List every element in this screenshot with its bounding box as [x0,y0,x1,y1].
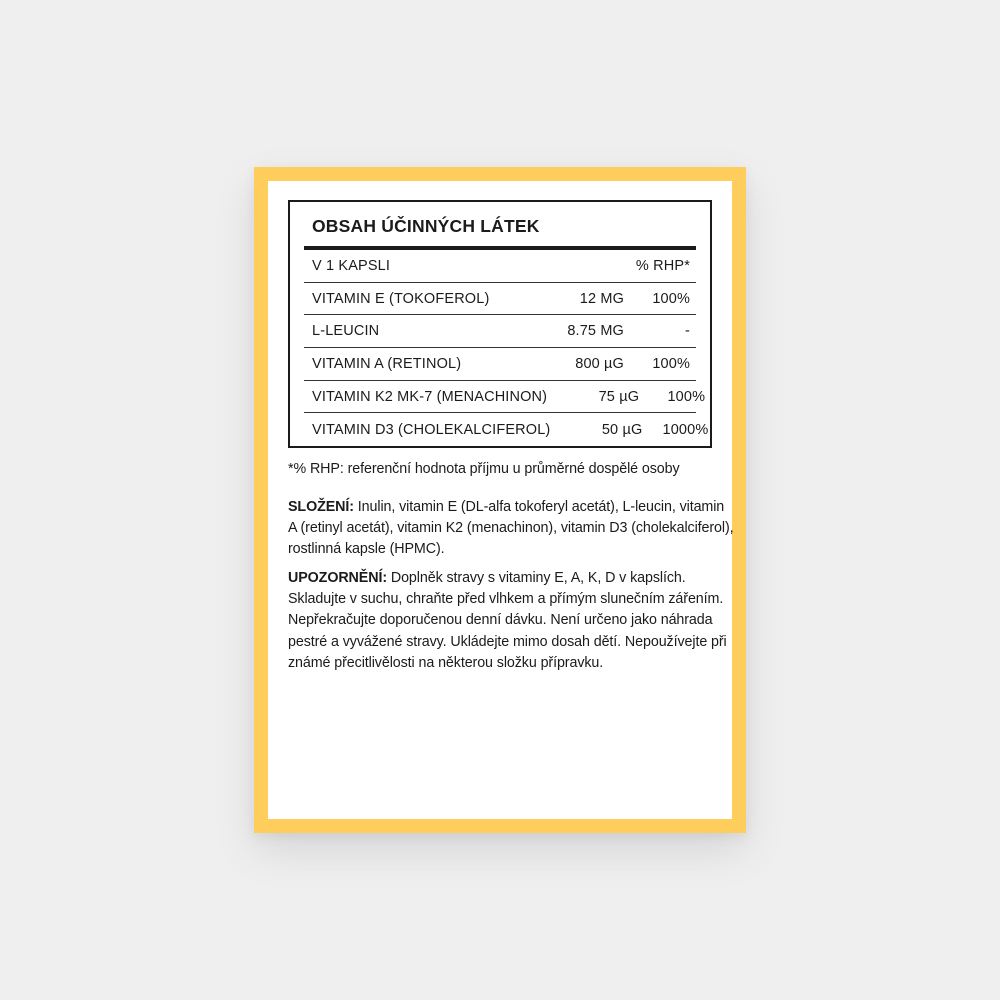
row-amount: 75 µG [598,388,640,405]
row-amount: 800 µG [575,355,624,372]
row-name: L-LEUCIN [312,323,380,340]
warning-label: UPOZORNĚNÍ: [288,570,387,586]
header-name: V 1 KAPSLI [312,257,391,274]
row-name: VITAMIN A (RETINOL) [312,355,462,372]
table-title: OBSAH ÚČINNÝCH LÁTEK [312,216,540,236]
table-row [304,315,696,348]
table-row [304,283,696,316]
row-name: VITAMIN D3 (CHOLEKALCIFEROL) [312,421,551,438]
warning-paragraph [288,568,734,674]
label-content [268,181,732,819]
row-amount: 8.75 MG [567,323,624,340]
composition-paragraph [288,497,734,561]
composition-text: Inulin, vitamin E (DL-alfa tokoferyl acetát), L-leucin, vitamin A (retinyl acetát), vitamin K2 (menachinon), vitamin D3 (cholekalciferol), rostlinná kapsle (HPMC). [288,499,734,558]
row-name: VITAMIN K2 MK-7 (MENACHINON) [312,388,548,405]
table-row [304,413,709,446]
table-row [304,348,696,381]
row-amount: 50 µG [601,421,643,438]
row-rhp: 1000% [662,421,709,438]
row-name: VITAMIN E (TOKOFEROL) [312,290,490,307]
rhp-footnote: *% RHP: referenční hodnota příjmu u průměrné dospělé osoby [288,461,680,477]
warning-text: Doplněk stravy s vitaminy E, A, K, D v kapslích. Skladujte v suchu, chraňte před vlhkem a přímým slunečním zářením. Nepřekračujte doporučenou denní dávku. Není určeno jako náhrada pestré a vyvážené stravy. Ukládejte mimo dosah dětí. Nepoužívejte při známé přecitlivělosti na některou složku přípravku. [288,570,727,671]
table-header-row [304,250,696,283]
row-amount: 12 MG [579,290,624,307]
row-rhp: - [685,323,690,340]
product-label [254,167,746,833]
composition-label: SLOŽENÍ: [288,499,354,515]
row-rhp: 100% [652,355,690,372]
active-ingredients-table [288,200,712,448]
row-rhp: 100% [667,388,706,405]
table-row [304,381,706,414]
row-rhp: 100% [652,290,690,307]
header-rhp: % RHP* [635,257,690,274]
